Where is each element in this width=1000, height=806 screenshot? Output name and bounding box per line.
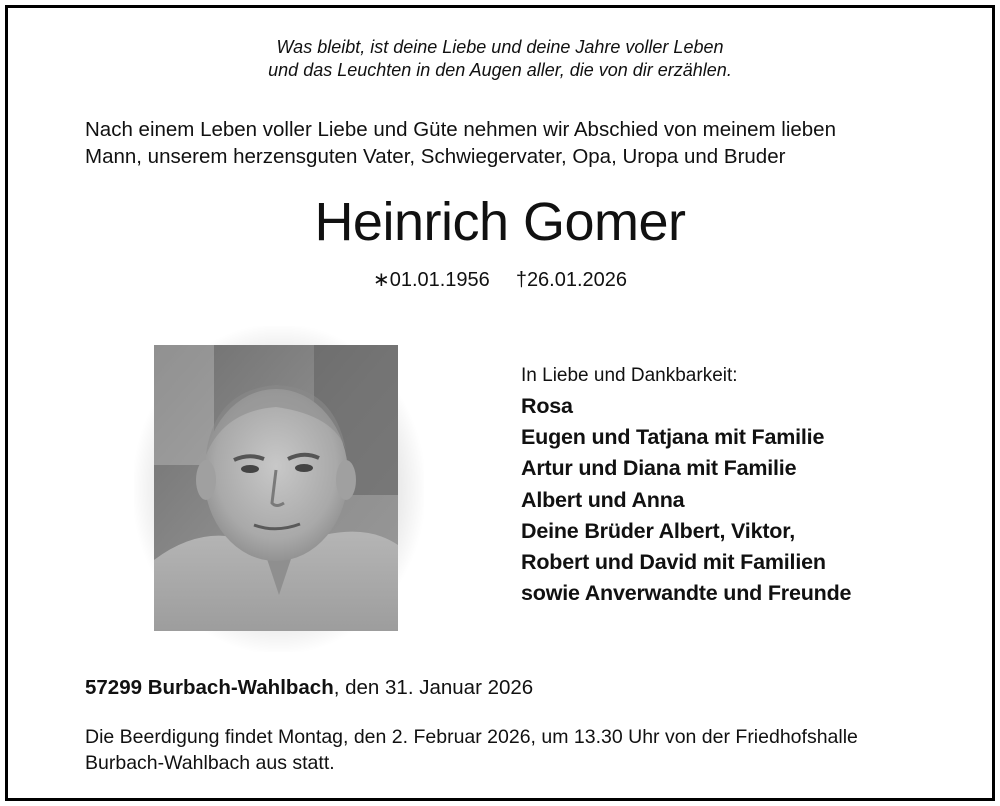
poem-line: und das Leuchten in den Augen aller, die von dir erzählen. (268, 60, 732, 80)
mourner-line: Eugen und Tatjana mit Familie (521, 425, 825, 450)
poem-verse (8, 36, 992, 82)
mourner-line: sowie Anverwandte und Freunde (521, 581, 852, 606)
funeral-line: Burbach-Wahlbach aus statt. (85, 752, 335, 774)
mourners-list (521, 391, 851, 609)
birth-star-icon: ∗ (372, 269, 390, 291)
funeral-notice (85, 724, 965, 776)
photo-shadow (134, 326, 424, 652)
life-dates (8, 267, 992, 293)
intro-line: Nach einem Leben voller Liebe und Güte nehmen wir Abschied von meinem lieben (85, 118, 836, 141)
portrait-photo (154, 345, 398, 631)
obituary-notice (5, 5, 995, 801)
poem-line: Was bleibt, ist deine Liebe und deine Jahre voller Leben (276, 37, 724, 57)
death-cross-icon: † (515, 269, 527, 291)
place-date: , den 31. Januar 2026 (333, 676, 534, 699)
thanks-label: In Liebe und Dankbarkeit: (521, 365, 738, 386)
place-date-line (85, 674, 533, 701)
mourner-line: Artur und Diana mit Familie (521, 456, 797, 481)
funeral-line: Die Beerdigung findet Montag, den 2. Februar 2026, um 13.30 Uhr von der Friedhofshalle (85, 726, 858, 748)
intro-line: Mann, unserem herzensguten Vater, Schwiegervater, Opa, Uropa und Bruder (85, 145, 786, 168)
deceased-name: Heinrich Gomer (314, 192, 686, 252)
mourner-line: Robert und David mit Familien (521, 550, 826, 575)
place-location: 57299 Burbach-Wahlbach (85, 676, 334, 699)
mourner-line: Albert und Anna (521, 487, 685, 512)
portrait-photo-image (154, 345, 398, 631)
intro-text (85, 116, 945, 170)
mourner-line: Deine Brüder Albert, Viktor, (521, 518, 795, 543)
death-date: 26.01.2026 (526, 269, 628, 291)
birth-date: 01.01.1956 (389, 269, 490, 291)
mourner-line: Rosa (521, 394, 573, 418)
